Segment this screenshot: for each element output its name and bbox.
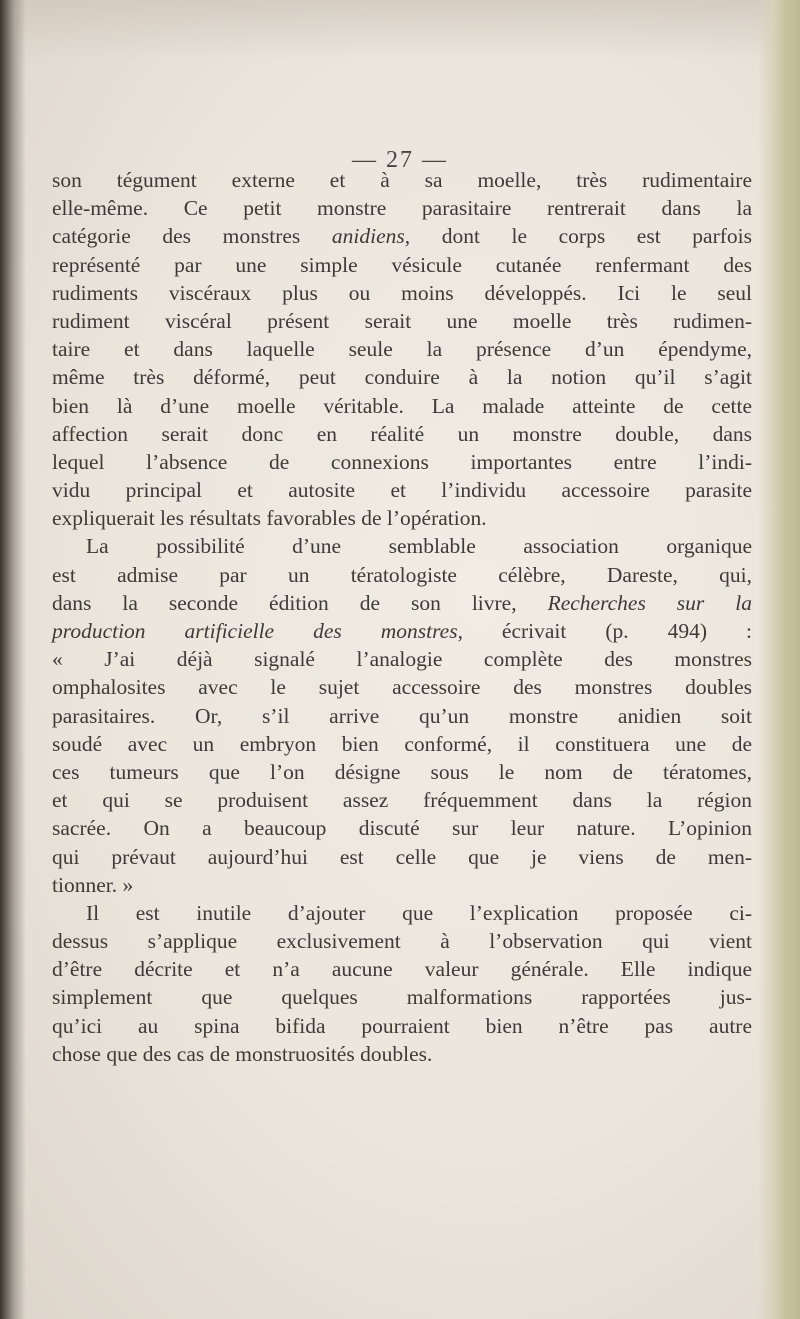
page-top-shadow xyxy=(0,0,800,60)
text-line xyxy=(52,673,752,701)
text-run: Il est inutile d’ajouter que l’explication proposée ci- xyxy=(86,900,752,925)
text-line xyxy=(52,335,752,363)
text-run: son tégument externe et à sa moelle, très rudimentaire xyxy=(52,168,752,192)
text-line xyxy=(52,279,752,307)
text-line xyxy=(52,307,752,335)
text-line xyxy=(52,899,752,927)
text-run: « J’ai déjà signalé l’analogie complète des monstres xyxy=(52,647,752,672)
text-line xyxy=(52,843,752,871)
text-run: rudiments viscéraux plus ou moins développés. Ici le seul xyxy=(52,280,752,305)
text-line xyxy=(52,1040,752,1068)
text-line xyxy=(52,222,752,250)
text-run: sacrée. On a beaucoup discuté sur leur nature. L’opinion xyxy=(52,816,752,841)
text-line xyxy=(52,420,752,448)
text-run: lequel l’absence de connexions importantes entre l’indi- xyxy=(52,449,752,474)
text-line xyxy=(52,532,752,560)
text-run: La possibilité d’une semblable association organique xyxy=(86,534,752,559)
text-run: et qui se produisent assez fréquemment dans la région xyxy=(52,788,752,813)
body-text xyxy=(52,166,752,1068)
text-line xyxy=(52,1012,752,1040)
text-line xyxy=(52,561,752,589)
text-run: d’être décrite et n’a aucune valeur générale. Elle indique xyxy=(52,957,752,982)
text-run: dessus s’applique exclusivement à l’observation qui vient xyxy=(52,929,752,954)
text-run: tionner. » xyxy=(52,872,134,897)
italic-text-run: anidiens xyxy=(331,224,405,249)
text-line xyxy=(52,251,752,279)
page-right-edge xyxy=(758,0,800,1319)
text-line xyxy=(52,645,752,673)
italic-text-run: production artificielle des monstres xyxy=(52,619,458,643)
text-run: dans la seconde édition de son livre, xyxy=(52,590,548,615)
text-run: rudiment viscéral présent serait une moelle très rudimen- xyxy=(52,308,752,333)
text-run: parasitaires. Or, s’il arrive qu’un monstre anidien soit xyxy=(52,703,752,728)
text-line xyxy=(52,814,752,842)
text-line xyxy=(52,702,752,730)
text-line xyxy=(52,871,752,899)
text-run: expliquerait les résultats favorables de l’opération. xyxy=(52,506,487,531)
text-run: taire et dans laquelle seule la présence d’un épendyme, xyxy=(52,337,752,362)
text-run: , écrivait (p. 494) : xyxy=(457,619,752,643)
text-run: simplement que quelques malformations rapportées jus- xyxy=(52,985,752,1010)
page-number: — 27 — xyxy=(352,147,448,173)
text-line xyxy=(52,448,752,476)
text-line xyxy=(52,927,752,955)
page-binding-shadow xyxy=(0,0,26,1319)
text-run: est admise par un tératologiste célèbre, Dareste, qui, xyxy=(52,562,752,587)
text-run: bien là d’une moelle véritable. La malade atteinte de cette xyxy=(52,393,752,418)
text-line xyxy=(52,166,752,194)
italic-text-run: Recherches sur la xyxy=(547,590,752,615)
text-run: omphalosites avec le sujet accessoire des monstres doubles xyxy=(52,675,752,700)
text-line xyxy=(52,758,752,786)
text-run: qui prévaut aujourd’hui est celle que je viens de men- xyxy=(52,844,752,869)
text-line xyxy=(52,786,752,814)
text-run: qu’ici au spina bifida pourraient bien n’être pas autre xyxy=(52,1013,752,1038)
text-run: soudé avec un embryon bien conformé, il constituera une de xyxy=(52,731,752,756)
text-run: même très déformé, peut conduire à la notion qu’il s’agit xyxy=(52,365,752,390)
text-line xyxy=(52,363,752,391)
text-line xyxy=(52,983,752,1011)
text-line xyxy=(52,194,752,222)
text-run: chose que des cas de monstruosités doubles. xyxy=(52,1041,433,1066)
text-run: , dont le corps est parfois xyxy=(404,224,752,249)
text-run: elle-même. Ce petit monstre parasitaire rentrerait dans la xyxy=(52,196,752,221)
text-run: ces tumeurs que l’on désigne sous le nom de tératomes, xyxy=(52,759,752,784)
text-run: affection serait donc en réalité un monstre double, dans xyxy=(52,421,752,446)
text-line xyxy=(52,589,752,617)
text-line xyxy=(52,476,752,504)
text-run: représenté par une simple vésicule cutanée renfermant des xyxy=(52,252,752,277)
text-line xyxy=(52,730,752,758)
text-line xyxy=(52,617,752,645)
text-line xyxy=(52,392,752,420)
text-line xyxy=(52,504,752,532)
text-run: catégorie des monstres xyxy=(52,224,332,249)
text-run: vidu principal et autosite et l’individu accessoire parasite xyxy=(52,478,752,503)
text-line xyxy=(52,955,752,983)
